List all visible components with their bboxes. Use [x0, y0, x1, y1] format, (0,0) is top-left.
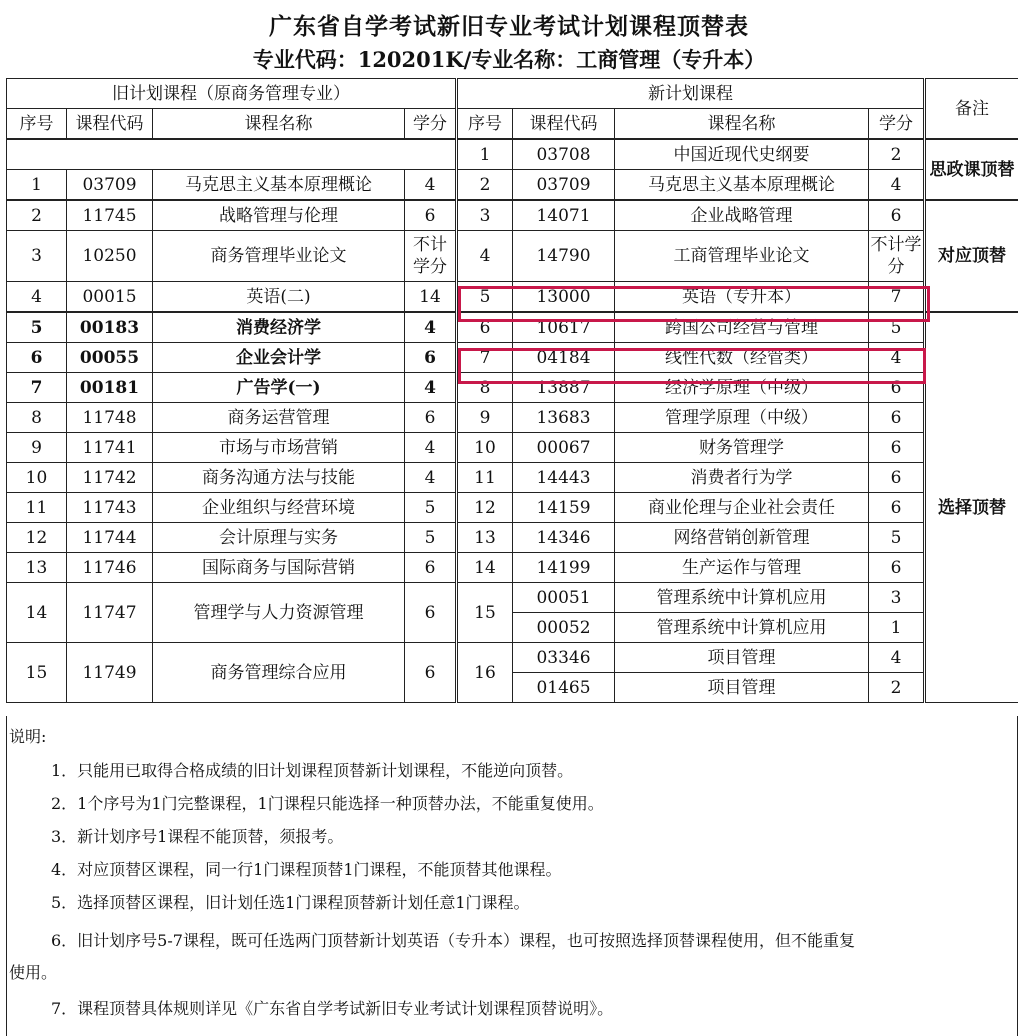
new-code: 03346: [513, 643, 615, 673]
new-name: 财务管理学: [615, 433, 869, 463]
old-name: 消费经济学: [153, 312, 405, 343]
page-title: 广东省自学考试新旧专业考试计划课程顶替表: [269, 13, 749, 40]
table-row: [7, 523, 1018, 553]
old-code: 00183: [67, 312, 153, 343]
new-code: 14071: [513, 200, 615, 231]
old-col-credit: 学分: [405, 109, 457, 140]
old-credit: 4: [405, 433, 457, 463]
table-row: [7, 643, 1018, 673]
old-name: 会计原理与实务: [153, 523, 405, 553]
old-code: 03709: [67, 170, 153, 201]
table-row: [7, 312, 1018, 343]
old-no: 2: [7, 200, 67, 231]
table-row: [7, 170, 1018, 201]
old-code: 00055: [67, 343, 153, 373]
table-row: [7, 493, 1018, 523]
table-row: [7, 583, 1018, 613]
new-credit: 5: [869, 523, 925, 553]
old-credit: 4: [405, 312, 457, 343]
new-name: 中国近现代史纲要: [615, 139, 869, 170]
old-col-name: 课程名称: [153, 109, 405, 140]
new-credit: 6: [869, 463, 925, 493]
new-code: 14346: [513, 523, 615, 553]
new-credit: 6: [869, 403, 925, 433]
new-code: 14199: [513, 553, 615, 583]
new-no: 4: [457, 231, 513, 282]
new-code: 00052: [513, 613, 615, 643]
new-col-no: 序号: [457, 109, 513, 140]
table-row: [7, 373, 1018, 403]
new-code: 01465: [513, 673, 615, 703]
new-no: 15: [457, 583, 513, 643]
old-code: 11744: [67, 523, 153, 553]
new-code: 14159: [513, 493, 615, 523]
table-row: [7, 282, 1018, 313]
old-no: 10: [7, 463, 67, 493]
table-row: [7, 139, 1018, 170]
remark-corresponding: 对应顶替: [925, 200, 1018, 312]
old-no: 11: [7, 493, 67, 523]
old-code: 11743: [67, 493, 153, 523]
old-credit: 5: [405, 523, 457, 553]
new-credit: 6: [869, 373, 925, 403]
new-no: 10: [457, 433, 513, 463]
old-credit: 6: [405, 403, 457, 433]
new-code: 00067: [513, 433, 615, 463]
old-code: 00181: [67, 373, 153, 403]
new-code: 03708: [513, 139, 615, 170]
new-col-credit: 学分: [869, 109, 925, 140]
old-col-no: 序号: [7, 109, 67, 140]
old-name: 商务运营管理: [153, 403, 405, 433]
new-credit: 不计学分: [869, 231, 925, 282]
note-item: 1．只能用已取得合格成绩的旧计划课程顶替新计划课程，不能逆向顶替。: [51, 761, 574, 780]
old-credit: 4: [405, 463, 457, 493]
old-code: 00015: [67, 282, 153, 313]
old-name: 商务管理毕业论文: [153, 231, 405, 282]
old-name: 英语(二): [153, 282, 405, 313]
new-credit: 6: [869, 433, 925, 463]
new-col-code: 课程代码: [513, 109, 615, 140]
old-name: 市场与市场营销: [153, 433, 405, 463]
new-code: 04184: [513, 343, 615, 373]
new-credit: 3: [869, 583, 925, 613]
old-no: 4: [7, 282, 67, 313]
old-name: 国际商务与国际营销: [153, 553, 405, 583]
notes-heading: 说明:: [9, 727, 47, 746]
old-name: 广告学(一): [153, 373, 405, 403]
new-name: 马克思主义基本原理概论: [615, 170, 869, 201]
table-row: [7, 200, 1018, 231]
course-substitution-table: [6, 78, 1018, 703]
new-credit: 7: [869, 282, 925, 313]
table-row: [7, 343, 1018, 373]
old-name: 战略管理与伦理: [153, 200, 405, 231]
new-no: 12: [457, 493, 513, 523]
old-code: 11742: [67, 463, 153, 493]
table-row: [7, 463, 1018, 493]
new-name: 企业战略管理: [615, 200, 869, 231]
new-name: 跨国公司经营与管理: [615, 312, 869, 343]
old-credit: 4: [405, 170, 457, 201]
old-code: 11745: [67, 200, 153, 231]
old-no: 15: [7, 643, 67, 703]
remark-politics: 思政课顶替: [925, 139, 1018, 200]
new-name: 线性代数（经管类）: [615, 343, 869, 373]
old-no: 8: [7, 403, 67, 433]
new-no: 2: [457, 170, 513, 201]
old-no: 13: [7, 553, 67, 583]
old-credit: 6: [405, 643, 457, 703]
old-name: 商务沟通方法与技能: [153, 463, 405, 493]
old-code: 10250: [67, 231, 153, 282]
old-no: 14: [7, 583, 67, 643]
old-no: 6: [7, 343, 67, 373]
new-code: 10617: [513, 312, 615, 343]
old-no: 1: [7, 170, 67, 201]
new-name: 经济学原理（中级）: [615, 373, 869, 403]
old-no: 9: [7, 433, 67, 463]
old-name: 企业会计学: [153, 343, 405, 373]
new-credit: 4: [869, 343, 925, 373]
new-code: 03709: [513, 170, 615, 201]
old-no: 12: [7, 523, 67, 553]
table-row: [7, 403, 1018, 433]
old-credit: 14: [405, 282, 457, 313]
note-item: 3．新计划序号1课程不能顶替，须报考。: [51, 827, 344, 846]
old-name: 企业组织与经营环境: [153, 493, 405, 523]
new-code: 14790: [513, 231, 615, 282]
notes-section: [6, 716, 1018, 1036]
new-plan-header: 新计划课程: [457, 79, 925, 109]
new-credit: 6: [869, 553, 925, 583]
new-credit: 4: [869, 643, 925, 673]
old-code: 11741: [67, 433, 153, 463]
note-item: 6．旧计划序号5-7课程，既可任选两门顶替新计划英语（专升本）课程，也可按照选择顶替课程使用，但不能重复: [51, 931, 855, 950]
new-credit: 2: [869, 673, 925, 703]
old-code: 11749: [67, 643, 153, 703]
new-credit: 5: [869, 312, 925, 343]
new-credit: 6: [869, 200, 925, 231]
new-col-name: 课程名称: [615, 109, 869, 140]
new-no: 1: [457, 139, 513, 170]
new-credit: 4: [869, 170, 925, 201]
old-plan-header: 旧计划课程（原商务管理专业）: [7, 79, 457, 109]
old-code: 11746: [67, 553, 153, 583]
new-no: 3: [457, 200, 513, 231]
new-name: 管理学原理（中级）: [615, 403, 869, 433]
table-row: [7, 553, 1018, 583]
old-name: 管理学与人力资源管理: [153, 583, 405, 643]
remark-selective: 选择顶替: [925, 312, 1018, 703]
new-name: 消费者行为学: [615, 463, 869, 493]
new-name: 项目管理: [615, 673, 869, 703]
old-credit: 6: [405, 200, 457, 231]
old-name: 商务管理综合应用: [153, 643, 405, 703]
old-code: 11748: [67, 403, 153, 433]
new-name: 工商管理毕业论文: [615, 231, 869, 282]
old-credit: 6: [405, 553, 457, 583]
new-no: 8: [457, 373, 513, 403]
old-no: 7: [7, 373, 67, 403]
new-name: 项目管理: [615, 643, 869, 673]
table-row: [7, 231, 1018, 282]
old-credit: 4: [405, 373, 457, 403]
old-name: 马克思主义基本原理概论: [153, 170, 405, 201]
new-no: 13: [457, 523, 513, 553]
new-no: 14: [457, 553, 513, 583]
old-credit: 不计学分: [405, 231, 457, 282]
page-subtitle: 专业代码：120201K/专业名称：工商管理（专升本）: [252, 47, 766, 72]
note-item: 7．课程顶替具体规则详见《广东省自学考试新旧专业考试计划课程顶替说明》。: [51, 999, 614, 1018]
old-code: 11747: [67, 583, 153, 643]
old-credit: 6: [405, 343, 457, 373]
old-empty-cell: [7, 139, 457, 170]
new-no: 7: [457, 343, 513, 373]
table-row: [7, 433, 1018, 463]
new-code: 13000: [513, 282, 615, 313]
new-code: 13683: [513, 403, 615, 433]
new-no: 16: [457, 643, 513, 703]
remark-header: 备注: [925, 79, 1018, 140]
new-name: 网络营销创新管理: [615, 523, 869, 553]
new-no: 5: [457, 282, 513, 313]
new-name: 管理系统中计算机应用: [615, 613, 869, 643]
note-item: 4．对应顶替区课程，同一行1门课程顶替1门课程，不能顶替其他课程。: [51, 860, 562, 879]
new-name: 商业伦理与企业社会责任: [615, 493, 869, 523]
new-code: 00051: [513, 583, 615, 613]
new-code: 13887: [513, 373, 615, 403]
new-name: 生产运作与管理: [615, 553, 869, 583]
new-name: 英语（专升本）: [615, 282, 869, 313]
new-code: 14443: [513, 463, 615, 493]
note-item: 2．1个序号为1门完整课程，1门课程只能选择一种顶替办法，不能重复使用。: [51, 794, 604, 813]
note-item-continuation: 使用。: [9, 963, 58, 982]
new-no: 11: [457, 463, 513, 493]
old-credit: 6: [405, 583, 457, 643]
new-credit: 2: [869, 139, 925, 170]
old-no: 5: [7, 312, 67, 343]
new-credit: 6: [869, 493, 925, 523]
new-no: 6: [457, 312, 513, 343]
old-credit: 5: [405, 493, 457, 523]
new-name: 管理系统中计算机应用: [615, 583, 869, 613]
new-no: 9: [457, 403, 513, 433]
old-no: 3: [7, 231, 67, 282]
note-item: 5．选择顶替区课程，旧计划任选1门课程顶替新计划任意1门课程。: [51, 893, 530, 912]
old-col-code: 课程代码: [67, 109, 153, 140]
new-credit: 1: [869, 613, 925, 643]
